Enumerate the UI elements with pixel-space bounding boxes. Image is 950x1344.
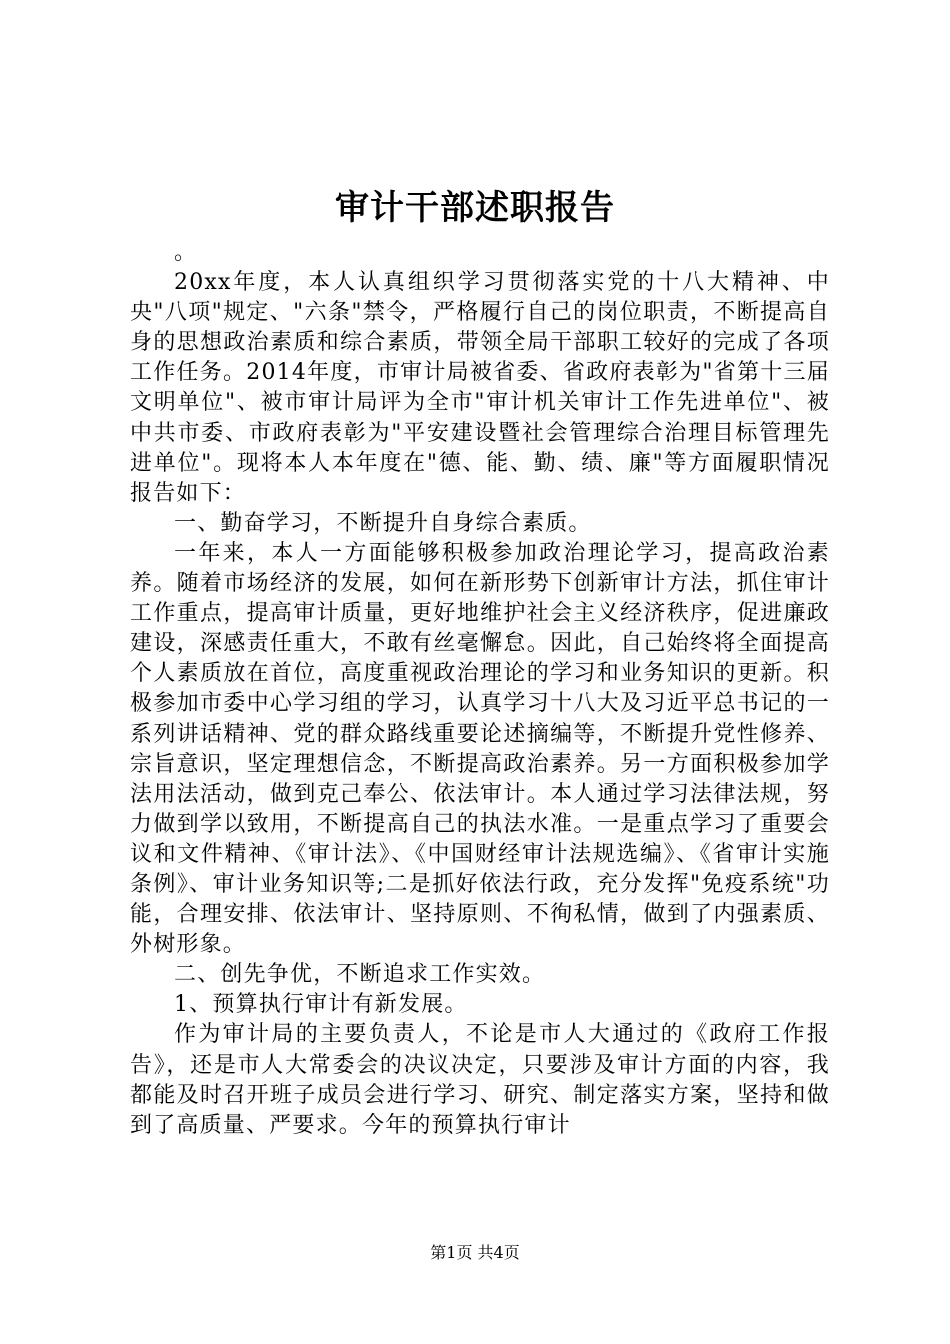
document-body [130,238,830,1141]
paragraph-study: 一年来，本人一方面能够积极参加政治理论学习，提高政治素养。随着市场经济的发展，如何在新形势下创新审计方法，抓住审计工作重点，提高审计质量，更好地维护社会主义经济秩序，促进廉政建设，深感责任重大，不敢有丝毫懈怠。因此，自己始终将全面提高个人素质放在首位，高度重视政治理论的学习和业务知识的更新。积极参加市委中心学习组的学习，认真学习十八大及习近平总书记的一系列讲话精神、党的群众路线重要论述摘编等，不断提升党性修养、宗旨意识，坚定理想信念，不断提高政治素养。另一方面积极参加学法用法活动，做到克己奉公、依法审计。本人通过学习法律法规，努力做到学以致用，不断提高自己的执法水准。一是重点学习了重要会议和文件精神、《审计法》、《中国财经审计法规选编》、《省审计实施条例》、审计业务知识等;二是抓好依法行政，充分发挥"免疫系统"功能，合理安排、依法审计、坚持原则、不徇私情，做到了内强素质、外树形象。 [130,540,830,958]
section-heading-excellence: 二、创先争优，不断追求工作实效。 [174,962,546,988]
paragraph-budget: 作为审计局的主要负责人，不论是市人大通过的《政府工作报告》，还是市人大常委会的决议决定，只要涉及审计方面的内容，我都能及时召开班子成员会进行学习、研究、制定落实方案，坚持和做到了高质量、严要求。今年的预算执行审计 [130,1022,830,1138]
page-footer: 第1页 共4页 [430,1243,520,1262]
paragraph-opening-mark: 。 [174,240,198,265]
paragraph-intro: 20xx年度，本人认真组织学习贯彻落实党的十八大精神、中央"八项"规定、"六条"禁令，严格履行自己的岗位职责，不断提高自身的思想政治素质和综合素质，带领全局干部职工较好的完成了各项工作任务。2014年度，市审计局被省委、省政府表彰为"省第十三届文明单位"、被市审计局评为全市"审计机关审计工作先进单位"、被中共市委、市政府表彰为"平安建设暨社会管理综合治理目标管理先进单位"。现将本人本年度在"德、能、勤、绩、廉"等方面履职情况报告如下： [130,270,830,506]
subsection-heading-budget: 1、预算执行审计有新发展。 [174,992,468,1018]
section-heading-study: 一、勤奋学习，不断提升自身综合素质。 [174,510,592,536]
document-title: 审计干部述职报告 [335,188,615,228]
